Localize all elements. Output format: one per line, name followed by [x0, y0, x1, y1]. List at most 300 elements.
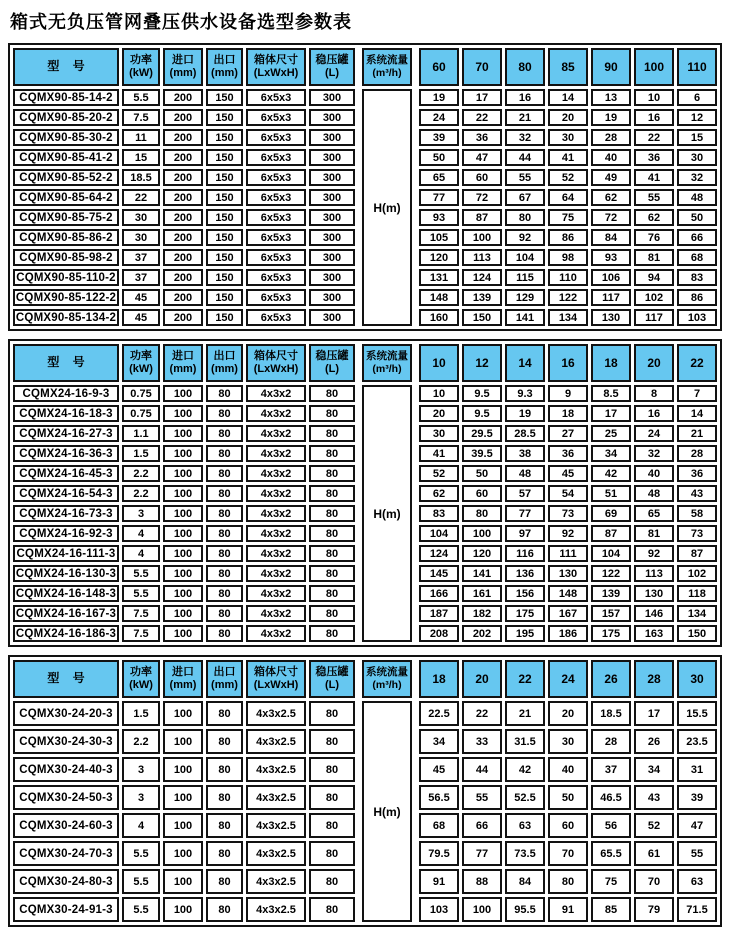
- model-cell: CQMX24-16-18-3: [13, 405, 119, 422]
- head-values-row: [419, 545, 717, 562]
- outlet-cell: 80: [206, 425, 243, 442]
- head-value-cell: 28: [677, 445, 717, 462]
- outlet-cell: 80: [206, 841, 243, 866]
- head-value-cell: 63: [677, 869, 717, 894]
- box-size-cell: 4x3x2: [246, 605, 306, 622]
- power-column-header-line1: 功率: [130, 350, 152, 362]
- table-row: [13, 109, 355, 126]
- flow-column-header: 28: [634, 660, 674, 698]
- box-size-cell: 4x3x2: [246, 485, 306, 502]
- box-size-cell: 4x3x2.5: [246, 785, 306, 810]
- head-value-cell: 52: [634, 813, 674, 838]
- outlet-cell: 80: [206, 897, 243, 922]
- head-value-cell: 117: [591, 289, 631, 306]
- outlet-column-header: [206, 344, 243, 382]
- head-value-cell: 93: [419, 209, 459, 226]
- outlet-column-header-lines: [208, 50, 241, 84]
- box-size-cell: 6x5x3: [246, 129, 306, 146]
- head-value-cell: 21: [505, 701, 545, 726]
- box-size-cell: 6x5x3: [246, 289, 306, 306]
- head-value-cell: 50: [677, 209, 717, 226]
- head-value-cell: 16: [634, 405, 674, 422]
- flow-column-header: 18: [591, 344, 631, 382]
- system-flow-column: [362, 45, 412, 329]
- box-size-cell: 6x5x3: [246, 189, 306, 206]
- head-value-cell: 175: [591, 625, 631, 642]
- tank-cell: 80: [309, 625, 355, 642]
- head-values-row: [419, 445, 717, 462]
- model-cell: CQMX30-24-60-3: [13, 813, 119, 838]
- flow-column-header: 30: [677, 660, 717, 698]
- power-cell: 0.75: [122, 405, 160, 422]
- head-value-cell: 15: [677, 129, 717, 146]
- head-value-cell: 79.5: [419, 841, 459, 866]
- head-values-table: [416, 657, 720, 925]
- head-value-cell: 148: [548, 585, 588, 602]
- outlet-cell: 80: [206, 385, 243, 402]
- head-value-cell: 150: [677, 625, 717, 642]
- tank-column-header-lines: [311, 50, 353, 84]
- tank-cell: 300: [309, 89, 355, 106]
- outlet-cell: 80: [206, 785, 243, 810]
- model-cell: CQMX30-24-91-3: [13, 897, 119, 922]
- flow-column-header: 80: [505, 48, 545, 86]
- flow-column-header: 22: [677, 344, 717, 382]
- head-value-cell: 24: [419, 109, 459, 126]
- outlet-cell: 150: [206, 129, 243, 146]
- inlet-cell: 200: [163, 249, 203, 266]
- head-value-cell: 111: [548, 545, 588, 562]
- head-value-cell: 122: [591, 565, 631, 582]
- box-size-cell: 4x3x2: [246, 625, 306, 642]
- power-column-header: [122, 660, 160, 698]
- power-cell: 3: [122, 757, 160, 782]
- head-value-cell: 65: [419, 169, 459, 186]
- head-value-cell: 182: [462, 605, 502, 622]
- head-value-cell: 9.5: [462, 385, 502, 402]
- head-value-cell: 6: [677, 89, 717, 106]
- table-row: [13, 525, 355, 542]
- head-value-cell: 100: [462, 897, 502, 922]
- system-flow-header: [362, 344, 412, 382]
- outlet-cell: 150: [206, 309, 243, 326]
- head-value-cell: 139: [462, 289, 502, 306]
- head-value-cell: 47: [677, 813, 717, 838]
- power-cell: 5.5: [122, 897, 160, 922]
- head-value-cell: 67: [505, 189, 545, 206]
- tank-column-header: [309, 660, 355, 698]
- head-value-cell: 48: [505, 465, 545, 482]
- head-value-cell: 54: [548, 485, 588, 502]
- head-value-cell: 100: [462, 229, 502, 246]
- head-value-cell: 44: [505, 149, 545, 166]
- outlet-cell: 80: [206, 465, 243, 482]
- power-cell: 7.5: [122, 625, 160, 642]
- power-cell: 30: [122, 229, 160, 246]
- head-value-cell: 104: [419, 525, 459, 542]
- flow-column-header: 14: [505, 344, 545, 382]
- power-column-header-lines: [124, 662, 158, 696]
- outlet-cell: 150: [206, 249, 243, 266]
- tank-cell: 80: [309, 841, 355, 866]
- head-value-cell: 104: [591, 545, 631, 562]
- head-value-cell: 19: [591, 109, 631, 126]
- table-row: [13, 289, 355, 306]
- head-value-cell: 9: [548, 385, 588, 402]
- head-value-cell: 63: [505, 813, 545, 838]
- head-value-cell: 88: [462, 869, 502, 894]
- box-size-column-header-lines: [248, 346, 304, 380]
- head-value-cell: 20: [548, 701, 588, 726]
- head-value-cell: 98: [548, 249, 588, 266]
- power-cell: 4: [122, 545, 160, 562]
- head-value-cell: 24: [634, 425, 674, 442]
- power-cell: 7.5: [122, 605, 160, 622]
- head-value-cell: 87: [462, 209, 502, 226]
- box-size-cell: 4x3x2.5: [246, 841, 306, 866]
- table-row: [13, 585, 355, 602]
- inlet-cell: 200: [163, 289, 203, 306]
- inlet-cell: 200: [163, 129, 203, 146]
- model-cell: CQMX24-16-45-3: [13, 465, 119, 482]
- tank-column-header-line1: 稳压罐: [315, 666, 349, 678]
- head-value-cell: 51: [591, 485, 631, 502]
- head-values-row: [419, 129, 717, 146]
- head-values-row: [419, 897, 717, 922]
- head-value-cell: 139: [591, 585, 631, 602]
- flow-header-row: [419, 660, 717, 698]
- head-value-cell: 161: [462, 585, 502, 602]
- head-values-row: [419, 841, 717, 866]
- outlet-cell: 150: [206, 209, 243, 226]
- power-cell: 1.5: [122, 701, 160, 726]
- tank-cell: 80: [309, 545, 355, 562]
- head-value-cell: 75: [591, 869, 631, 894]
- inlet-cell: 100: [163, 525, 203, 542]
- box-size-column-header: [246, 660, 306, 698]
- inlet-cell: 100: [163, 385, 203, 402]
- box-size-cell: 4x3x2.5: [246, 869, 306, 894]
- head-values-row: [419, 485, 717, 502]
- outlet-cell: 80: [206, 585, 243, 602]
- box-size-cell: 6x5x3: [246, 149, 306, 166]
- system-flow-header-line1: 系统流量: [366, 350, 408, 362]
- tank-cell: 80: [309, 465, 355, 482]
- head-value-cell: 62: [419, 485, 459, 502]
- inlet-column-header: [163, 344, 203, 382]
- head-value-cell: 15.5: [677, 701, 717, 726]
- tank-column-header: [309, 344, 355, 382]
- header-row: [13, 660, 355, 698]
- power-cell: 4: [122, 813, 160, 838]
- model-cell: CQMX24-16-167-3: [13, 605, 119, 622]
- tank-cell: 80: [309, 605, 355, 622]
- table-row: [13, 169, 355, 186]
- head-value-cell: 208: [419, 625, 459, 642]
- inlet-column-header-line2: (mm): [169, 363, 197, 375]
- head-value-cell: 100: [462, 525, 502, 542]
- outlet-cell: 80: [206, 729, 243, 754]
- inlet-cell: 200: [163, 189, 203, 206]
- table-row: [13, 757, 355, 782]
- box-size-cell: 4x3x2: [246, 585, 306, 602]
- head-value-cell: 45: [548, 465, 588, 482]
- head-value-cell: 118: [677, 585, 717, 602]
- head-value-cell: 75: [548, 209, 588, 226]
- inlet-cell: 100: [163, 605, 203, 622]
- model-column-header-text: 型 号: [47, 59, 85, 73]
- head-value-cell: 34: [591, 445, 631, 462]
- head-value-cell: 106: [591, 269, 631, 286]
- outlet-column-header-line2: (mm): [211, 67, 238, 79]
- head-value-cell: 30: [419, 425, 459, 442]
- table-row: [13, 465, 355, 482]
- head-value-cell: 19: [505, 405, 545, 422]
- head-value-cell: 115: [505, 269, 545, 286]
- table-row: [13, 785, 355, 810]
- power-column-header-line2: (kW): [129, 679, 153, 691]
- flow-column-header: 18: [419, 660, 459, 698]
- head-value-cell: 41: [548, 149, 588, 166]
- power-cell: 45: [122, 309, 160, 326]
- outlet-column-header-lines: [208, 662, 241, 696]
- head-value-cell: 29.5: [462, 425, 502, 442]
- head-value-cell: 77: [419, 189, 459, 206]
- model-cell: CQMX24-16-73-3: [13, 505, 119, 522]
- inlet-column-header-line2: (mm): [169, 679, 197, 691]
- head-value-cell: 146: [634, 605, 674, 622]
- head-value-cell: 92: [505, 229, 545, 246]
- table-row: [13, 189, 355, 206]
- head-value-cell: 17: [634, 701, 674, 726]
- head-values-row: [419, 625, 717, 642]
- head-value-cell: 86: [548, 229, 588, 246]
- power-cell: 2.2: [122, 465, 160, 482]
- head-value-cell: 102: [677, 565, 717, 582]
- outlet-cell: 80: [206, 605, 243, 622]
- tank-cell: 80: [309, 869, 355, 894]
- model-cell: CQMX90-85-64-2: [13, 189, 119, 206]
- inlet-cell: 100: [163, 425, 203, 442]
- head-values-row: [419, 209, 717, 226]
- outlet-column-header-line2: (mm): [211, 363, 238, 375]
- model-column-header-text: 型 号: [47, 355, 85, 369]
- tank-column-header-line2: (L): [324, 67, 340, 79]
- head-values-row: [419, 89, 717, 106]
- outlet-cell: 80: [206, 625, 243, 642]
- power-cell: 1.1: [122, 425, 160, 442]
- flow-column-header: 70: [462, 48, 502, 86]
- head-value-cell: 69: [591, 505, 631, 522]
- box-size-column-header-lines: [248, 50, 304, 84]
- model-cell: CQMX30-24-40-3: [13, 757, 119, 782]
- tank-cell: 80: [309, 525, 355, 542]
- table-row: [13, 485, 355, 502]
- head-value-cell: 62: [591, 189, 631, 206]
- table-row: [13, 869, 355, 894]
- model-cell: CQMX24-16-54-3: [13, 485, 119, 502]
- system-flow-header-line2: (m³/h): [372, 679, 402, 691]
- head-value-cell: 12: [677, 109, 717, 126]
- head-value-cell: 39: [677, 785, 717, 810]
- head-value-cell: 57: [505, 485, 545, 502]
- power-cell: 11: [122, 129, 160, 146]
- tank-column-header: [309, 48, 355, 86]
- table-row: [13, 149, 355, 166]
- power-cell: 5.5: [122, 585, 160, 602]
- head-value-cell: 145: [419, 565, 459, 582]
- head-value-cell: 28.5: [505, 425, 545, 442]
- head-value-cell: 73: [677, 525, 717, 542]
- outlet-column-header-line1: 出口: [213, 666, 236, 678]
- tank-column-header-line2: (L): [324, 363, 340, 375]
- outlet-cell: 80: [206, 405, 243, 422]
- table-row: [13, 565, 355, 582]
- outlet-cell: 150: [206, 229, 243, 246]
- system-flow-header-line2: (m³/h): [372, 363, 402, 375]
- head-value-cell: 77: [462, 841, 502, 866]
- outlet-cell: 80: [206, 545, 243, 562]
- head-value-cell: 10: [634, 89, 674, 106]
- flow-header-row: [419, 48, 717, 86]
- table-row: [13, 385, 355, 402]
- head-value-cell: 34: [634, 757, 674, 782]
- head-value-cell: 136: [505, 565, 545, 582]
- head-value-cell: 55: [634, 189, 674, 206]
- head-value-cell: 40: [591, 149, 631, 166]
- head-value-cell: 49: [591, 169, 631, 186]
- head-value-cell: 117: [634, 309, 674, 326]
- head-value-cell: 22: [462, 701, 502, 726]
- tank-cell: 80: [309, 505, 355, 522]
- tank-cell: 300: [309, 189, 355, 206]
- head-value-cell: 33: [462, 729, 502, 754]
- power-cell: 1.5: [122, 445, 160, 462]
- model-cell: CQMX90-85-30-2: [13, 129, 119, 146]
- head-value-cell: 17: [591, 405, 631, 422]
- model-cell: CQMX30-24-20-3: [13, 701, 119, 726]
- inlet-cell: 100: [163, 729, 203, 754]
- model-cell: CQMX24-16-148-3: [13, 585, 119, 602]
- head-values-row: [419, 605, 717, 622]
- model-column-header: [13, 48, 119, 86]
- head-value-cell: 31: [677, 757, 717, 782]
- head-value-cell: 66: [462, 813, 502, 838]
- tank-cell: 80: [309, 785, 355, 810]
- model-spec-table: [10, 341, 358, 645]
- head-value-cell: 116: [505, 545, 545, 562]
- head-values-row: [419, 169, 717, 186]
- head-value-cell: 21: [505, 109, 545, 126]
- inlet-column-header-line2: (mm): [169, 67, 197, 79]
- box-size-cell: 4x3x2.5: [246, 729, 306, 754]
- table-row: [13, 129, 355, 146]
- head-value-cell: 36: [462, 129, 502, 146]
- box-size-cell: 6x5x3: [246, 249, 306, 266]
- head-value-cell: 26: [634, 729, 674, 754]
- head-value-cell: 50: [462, 465, 502, 482]
- head-value-cell: 186: [548, 625, 588, 642]
- model-column-header: [13, 344, 119, 382]
- head-value-cell: 84: [591, 229, 631, 246]
- head-values-row: [419, 249, 717, 266]
- power-cell: 4: [122, 525, 160, 542]
- model-spec-table: [10, 657, 358, 925]
- head-value-cell: 42: [591, 465, 631, 482]
- head-value-cell: 79: [634, 897, 674, 922]
- parameter-table: [8, 339, 722, 647]
- head-value-cell: 110: [548, 269, 588, 286]
- head-value-cell: 36: [677, 465, 717, 482]
- tank-cell: 80: [309, 585, 355, 602]
- head-value-cell: 48: [677, 189, 717, 206]
- power-cell: 0.75: [122, 385, 160, 402]
- box-size-cell: 4x3x2.5: [246, 701, 306, 726]
- head-value-cell: 47: [462, 149, 502, 166]
- box-size-column-header-line1: 箱体尺寸: [254, 54, 298, 66]
- head-value-cell: 22: [634, 129, 674, 146]
- head-value-cell: 40: [634, 465, 674, 482]
- table-row: [13, 249, 355, 266]
- head-value-cell: 81: [634, 249, 674, 266]
- head-value-cell: 39: [419, 129, 459, 146]
- head-unit-cell: H(m): [362, 89, 412, 326]
- head-value-cell: 20: [419, 405, 459, 422]
- model-cell: CQMX24-16-92-3: [13, 525, 119, 542]
- inlet-cell: 100: [163, 405, 203, 422]
- head-value-cell: 50: [548, 785, 588, 810]
- inlet-column-header: [163, 660, 203, 698]
- head-value-cell: 55: [462, 785, 502, 810]
- tank-cell: 300: [309, 229, 355, 246]
- power-cell: 2.2: [122, 485, 160, 502]
- system-flow-header-line1: 系统流量: [366, 666, 408, 678]
- head-value-cell: 131: [419, 269, 459, 286]
- tank-cell: 300: [309, 289, 355, 306]
- head-value-cell: 64: [548, 189, 588, 206]
- head-value-cell: 68: [419, 813, 459, 838]
- flow-column-header: 24: [548, 660, 588, 698]
- model-cell: CQMX30-24-70-3: [13, 841, 119, 866]
- box-size-cell: 4x3x2: [246, 405, 306, 422]
- power-cell: 2.2: [122, 729, 160, 754]
- head-value-cell: 134: [548, 309, 588, 326]
- head-value-cell: 105: [419, 229, 459, 246]
- table-row: [13, 269, 355, 286]
- flow-column-header: 22: [505, 660, 545, 698]
- outlet-column-header: [206, 48, 243, 86]
- header-row: [13, 48, 355, 86]
- tank-cell: 300: [309, 149, 355, 166]
- head-value-cell: 83: [677, 269, 717, 286]
- power-column-header: [122, 344, 160, 382]
- page-title: 箱式无负压管网叠压供水设备选型参数表: [10, 12, 352, 32]
- head-value-cell: 18.5: [591, 701, 631, 726]
- head-value-cell: 60: [462, 169, 502, 186]
- outlet-cell: 80: [206, 869, 243, 894]
- tank-cell: 300: [309, 209, 355, 226]
- table-row: [13, 841, 355, 866]
- head-value-cell: 134: [677, 605, 717, 622]
- inlet-cell: 200: [163, 229, 203, 246]
- box-size-cell: 4x3x2: [246, 425, 306, 442]
- box-size-cell: 4x3x2: [246, 565, 306, 582]
- model-cell: CQMX30-24-30-3: [13, 729, 119, 754]
- tank-cell: 300: [309, 129, 355, 146]
- box-size-cell: 6x5x3: [246, 209, 306, 226]
- box-size-column-header-line1: 箱体尺寸: [254, 350, 298, 362]
- head-value-cell: 120: [419, 249, 459, 266]
